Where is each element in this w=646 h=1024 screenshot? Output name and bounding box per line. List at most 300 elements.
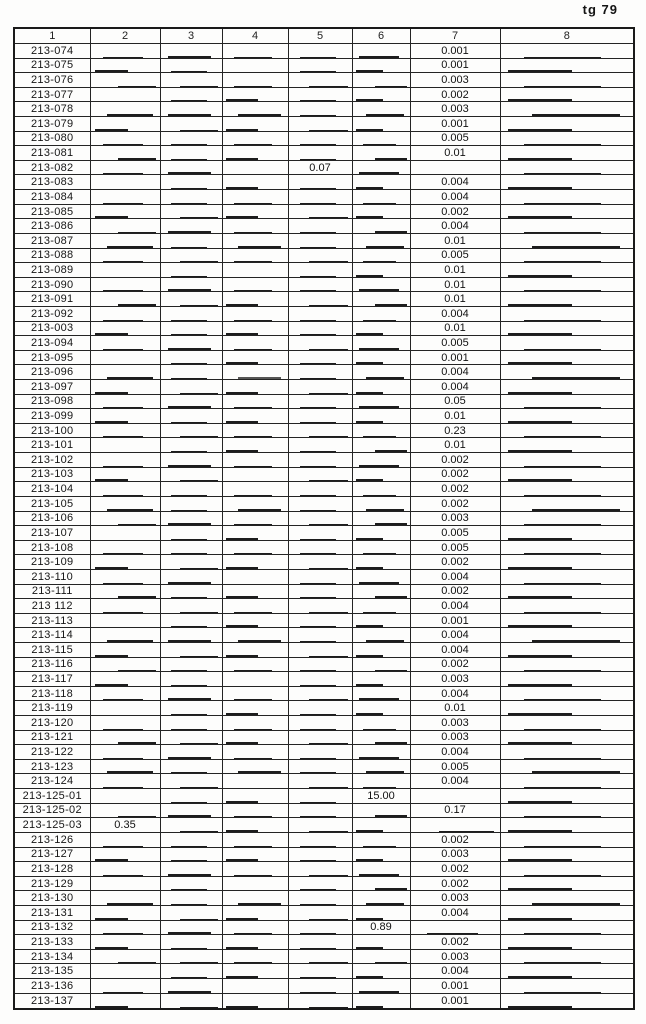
empty-cell <box>288 599 352 614</box>
empty-cell <box>352 350 410 365</box>
row-id-cell: 213-111 <box>14 584 90 599</box>
empty-cell <box>500 190 634 205</box>
empty-cell <box>160 672 222 687</box>
empty-cell <box>160 818 222 833</box>
value-cell: 0.004 <box>410 365 500 380</box>
empty-cell <box>222 818 288 833</box>
empty-cell <box>500 321 634 336</box>
table-row <box>14 759 634 774</box>
table-row <box>14 935 634 950</box>
empty-cell <box>90 789 160 804</box>
table-row <box>14 686 634 701</box>
empty-cell <box>288 380 352 395</box>
row-id-cell: 213-095 <box>14 350 90 365</box>
empty-cell <box>288 949 352 964</box>
empty-cell <box>160 716 222 731</box>
empty-cell <box>352 394 410 409</box>
empty-cell <box>160 306 222 321</box>
empty-cell <box>90 350 160 365</box>
empty-cell <box>90 117 160 132</box>
column-header: 2 <box>90 28 160 44</box>
empty-cell <box>222 73 288 88</box>
table-row <box>14 292 634 307</box>
empty-cell <box>288 832 352 847</box>
empty-cell <box>500 949 634 964</box>
empty-cell <box>500 175 634 190</box>
empty-cell <box>288 993 352 1009</box>
value-cell: 0.001 <box>410 993 500 1009</box>
empty-cell <box>500 73 634 88</box>
value-cell: 15.00 <box>352 789 410 804</box>
empty-cell <box>160 876 222 891</box>
empty-cell <box>90 190 160 205</box>
empty-cell <box>288 642 352 657</box>
value-cell: 0.001 <box>410 117 500 132</box>
empty-cell <box>500 292 634 307</box>
empty-cell <box>160 862 222 877</box>
empty-cell <box>160 365 222 380</box>
empty-cell <box>222 745 288 760</box>
empty-cell <box>90 555 160 570</box>
empty-cell <box>222 540 288 555</box>
empty-cell <box>222 263 288 278</box>
empty-cell <box>160 204 222 219</box>
row-id-cell: 213-079 <box>14 117 90 132</box>
empty-cell <box>222 233 288 248</box>
empty-cell <box>90 584 160 599</box>
empty-cell <box>222 979 288 994</box>
empty-cell <box>352 160 410 175</box>
empty-cell <box>222 160 288 175</box>
empty-cell <box>90 613 160 628</box>
empty-cell <box>90 453 160 468</box>
table-row <box>14 511 634 526</box>
empty-cell <box>352 803 410 818</box>
empty-cell <box>288 219 352 234</box>
table-row <box>14 555 634 570</box>
value-cell: 0.002 <box>410 453 500 468</box>
empty-cell <box>222 350 288 365</box>
value-cell: 0.01 <box>410 277 500 292</box>
value-cell: 0.004 <box>410 686 500 701</box>
empty-cell <box>500 818 634 833</box>
empty-cell <box>222 935 288 950</box>
table-row <box>14 394 634 409</box>
table-row <box>14 350 634 365</box>
empty-cell <box>160 832 222 847</box>
empty-cell <box>288 117 352 132</box>
row-id-cell: 213-131 <box>14 905 90 920</box>
empty-cell <box>160 394 222 409</box>
empty-cell <box>222 891 288 906</box>
row-id-cell: 213-092 <box>14 306 90 321</box>
table-row <box>14 233 634 248</box>
value-cell: 0.001 <box>410 44 500 59</box>
empty-cell <box>90 847 160 862</box>
empty-cell <box>160 117 222 132</box>
row-id-cell: 213-090 <box>14 277 90 292</box>
empty-cell <box>352 818 410 833</box>
empty-cell <box>288 979 352 994</box>
value-cell: 0.003 <box>410 949 500 964</box>
empty-cell <box>222 847 288 862</box>
empty-cell <box>500 233 634 248</box>
empty-cell <box>352 467 410 482</box>
empty-cell <box>222 526 288 541</box>
empty-cell <box>90 496 160 511</box>
empty-cell <box>90 935 160 950</box>
empty-cell <box>160 423 222 438</box>
table-row <box>14 248 634 263</box>
empty-cell <box>90 832 160 847</box>
empty-cell <box>500 686 634 701</box>
empty-cell <box>500 438 634 453</box>
empty-cell <box>352 891 410 906</box>
table-row <box>14 423 634 438</box>
empty-cell <box>352 599 410 614</box>
empty-cell <box>90 365 160 380</box>
empty-cell <box>288 555 352 570</box>
empty-cell <box>160 58 222 73</box>
value-cell: 0.005 <box>410 526 500 541</box>
empty-cell <box>352 862 410 877</box>
empty-cell <box>352 131 410 146</box>
empty-cell <box>222 496 288 511</box>
empty-cell <box>352 102 410 117</box>
empty-cell <box>352 58 410 73</box>
empty-cell <box>410 160 500 175</box>
empty-cell <box>500 862 634 877</box>
empty-cell <box>90 993 160 1009</box>
row-id-cell: 213-125-02 <box>14 803 90 818</box>
value-cell: 0.01 <box>410 321 500 336</box>
column-header: 8 <box>500 28 634 44</box>
empty-cell <box>160 292 222 307</box>
empty-cell <box>352 847 410 862</box>
table-row <box>14 642 634 657</box>
empty-cell <box>160 526 222 541</box>
empty-cell <box>222 219 288 234</box>
row-id-cell: 213-080 <box>14 131 90 146</box>
empty-cell <box>222 949 288 964</box>
empty-cell <box>90 44 160 59</box>
value-cell: 0.002 <box>410 584 500 599</box>
empty-cell <box>90 233 160 248</box>
row-id-cell: 213-110 <box>14 569 90 584</box>
empty-cell <box>160 482 222 497</box>
empty-cell <box>90 380 160 395</box>
empty-cell <box>500 905 634 920</box>
empty-cell <box>90 321 160 336</box>
empty-cell <box>288 672 352 687</box>
empty-cell <box>288 44 352 59</box>
empty-cell <box>352 277 410 292</box>
row-id-cell: 213-116 <box>14 657 90 672</box>
table-row <box>14 891 634 906</box>
row-id-cell: 213-077 <box>14 87 90 102</box>
empty-cell <box>222 248 288 263</box>
row-id-cell: 213-104 <box>14 482 90 497</box>
table-row <box>14 102 634 117</box>
empty-cell <box>160 453 222 468</box>
row-id-cell: 213-105 <box>14 496 90 511</box>
empty-cell <box>500 935 634 950</box>
empty-cell <box>90 175 160 190</box>
empty-cell <box>90 642 160 657</box>
value-cell: 0.002 <box>410 496 500 511</box>
row-id-cell: 213-094 <box>14 336 90 351</box>
empty-cell <box>352 716 410 731</box>
empty-cell <box>352 496 410 511</box>
value-cell: 0.002 <box>410 657 500 672</box>
empty-cell <box>288 935 352 950</box>
value-cell: 0.003 <box>410 511 500 526</box>
empty-cell <box>222 44 288 59</box>
empty-cell <box>288 818 352 833</box>
value-cell: 0.003 <box>410 102 500 117</box>
value-cell: 0.003 <box>410 672 500 687</box>
table-row <box>14 467 634 482</box>
table-row <box>14 716 634 731</box>
row-id-cell: 213-106 <box>14 511 90 526</box>
empty-cell <box>500 394 634 409</box>
empty-cell <box>160 350 222 365</box>
empty-cell <box>222 306 288 321</box>
empty-cell <box>90 701 160 716</box>
empty-cell <box>352 540 410 555</box>
empty-cell <box>352 876 410 891</box>
empty-cell <box>288 131 352 146</box>
empty-cell <box>160 730 222 745</box>
empty-cell <box>222 876 288 891</box>
value-cell: 0.005 <box>410 248 500 263</box>
empty-cell <box>160 409 222 424</box>
empty-cell <box>352 745 410 760</box>
empty-cell <box>90 438 160 453</box>
empty-cell <box>90 657 160 672</box>
empty-cell <box>160 233 222 248</box>
empty-cell <box>352 701 410 716</box>
empty-cell <box>500 423 634 438</box>
empty-cell <box>160 102 222 117</box>
empty-cell <box>352 87 410 102</box>
row-id-cell: 213-128 <box>14 862 90 877</box>
empty-cell <box>288 730 352 745</box>
empty-cell <box>352 905 410 920</box>
row-id-cell: 213-100 <box>14 423 90 438</box>
empty-cell <box>500 263 634 278</box>
empty-cell <box>160 745 222 760</box>
empty-cell <box>222 453 288 468</box>
empty-cell <box>500 920 634 935</box>
value-cell: 0.01 <box>410 146 500 161</box>
empty-cell <box>500 672 634 687</box>
empty-cell <box>352 964 410 979</box>
row-id-cell: 213-119 <box>14 701 90 716</box>
row-id-cell: 213-113 <box>14 613 90 628</box>
table-row <box>14 949 634 964</box>
value-cell: 0.004 <box>410 190 500 205</box>
empty-cell <box>352 584 410 599</box>
empty-cell <box>160 321 222 336</box>
row-id-cell: 213-137 <box>14 993 90 1009</box>
empty-cell <box>90 263 160 278</box>
empty-cell <box>352 248 410 263</box>
empty-cell <box>288 350 352 365</box>
empty-cell <box>288 277 352 292</box>
empty-cell <box>500 657 634 672</box>
empty-cell <box>222 292 288 307</box>
empty-cell <box>410 818 500 833</box>
table-row <box>14 175 634 190</box>
empty-cell <box>500 774 634 789</box>
empty-cell <box>90 599 160 614</box>
empty-cell <box>500 730 634 745</box>
row-id-cell: 213-135 <box>14 964 90 979</box>
empty-cell <box>222 599 288 614</box>
empty-cell <box>160 628 222 643</box>
empty-cell <box>288 803 352 818</box>
empty-cell <box>90 891 160 906</box>
table-row <box>14 979 634 994</box>
empty-cell <box>500 44 634 59</box>
empty-cell <box>288 233 352 248</box>
empty-cell <box>90 336 160 351</box>
empty-cell <box>352 657 410 672</box>
page-number-label: tg 79 <box>582 2 618 17</box>
value-cell: 0.35 <box>90 818 160 833</box>
table-row <box>14 526 634 541</box>
empty-cell <box>160 380 222 395</box>
table-row <box>14 44 634 59</box>
column-header: 5 <box>288 28 352 44</box>
column-header: 1 <box>14 28 90 44</box>
empty-cell <box>352 175 410 190</box>
empty-cell <box>288 511 352 526</box>
value-cell: 0.004 <box>410 219 500 234</box>
empty-cell <box>352 321 410 336</box>
empty-cell <box>500 350 634 365</box>
empty-cell <box>288 613 352 628</box>
empty-cell <box>352 453 410 468</box>
empty-cell <box>288 409 352 424</box>
empty-cell <box>160 979 222 994</box>
table-row <box>14 818 634 833</box>
empty-cell <box>222 657 288 672</box>
table-body <box>14 44 634 1010</box>
value-cell: 0.01 <box>410 438 500 453</box>
empty-cell <box>288 87 352 102</box>
empty-cell <box>288 905 352 920</box>
empty-cell <box>222 423 288 438</box>
empty-cell <box>222 759 288 774</box>
table-row <box>14 190 634 205</box>
empty-cell <box>222 613 288 628</box>
empty-cell <box>352 190 410 205</box>
empty-cell <box>500 204 634 219</box>
empty-cell <box>90 58 160 73</box>
empty-cell <box>222 672 288 687</box>
empty-cell <box>222 832 288 847</box>
empty-cell <box>90 511 160 526</box>
empty-cell <box>160 569 222 584</box>
value-cell: 0.001 <box>410 58 500 73</box>
table-row <box>14 409 634 424</box>
empty-cell <box>500 58 634 73</box>
table-row <box>14 920 634 935</box>
row-id-cell: 213-132 <box>14 920 90 935</box>
row-id-cell: 213-086 <box>14 219 90 234</box>
empty-cell <box>90 467 160 482</box>
empty-cell <box>352 686 410 701</box>
empty-cell <box>500 277 634 292</box>
empty-cell <box>500 745 634 760</box>
empty-cell <box>352 555 410 570</box>
empty-cell <box>288 175 352 190</box>
row-id-cell: 213-102 <box>14 453 90 468</box>
empty-cell <box>352 935 410 950</box>
row-id-cell: 213-089 <box>14 263 90 278</box>
value-cell: 0.004 <box>410 569 500 584</box>
empty-cell <box>222 131 288 146</box>
empty-cell <box>288 58 352 73</box>
empty-cell <box>160 905 222 920</box>
table-row <box>14 701 634 716</box>
empty-cell <box>90 409 160 424</box>
empty-cell <box>352 569 410 584</box>
empty-cell <box>500 847 634 862</box>
table-row <box>14 730 634 745</box>
empty-cell <box>500 102 634 117</box>
empty-cell <box>500 248 634 263</box>
table-row <box>14 569 634 584</box>
empty-cell <box>160 686 222 701</box>
empty-cell <box>222 365 288 380</box>
empty-cell <box>222 336 288 351</box>
empty-cell <box>500 146 634 161</box>
empty-cell <box>222 380 288 395</box>
empty-cell <box>222 482 288 497</box>
empty-cell <box>160 336 222 351</box>
value-cell: 0.004 <box>410 306 500 321</box>
empty-cell <box>222 789 288 804</box>
empty-cell <box>500 306 634 321</box>
empty-cell <box>288 438 352 453</box>
value-cell: 0.004 <box>410 964 500 979</box>
empty-cell <box>90 979 160 994</box>
empty-cell <box>352 526 410 541</box>
empty-cell <box>222 569 288 584</box>
table-row <box>14 146 634 161</box>
empty-cell <box>500 380 634 395</box>
empty-cell <box>288 774 352 789</box>
empty-cell <box>288 628 352 643</box>
empty-cell <box>222 467 288 482</box>
empty-cell <box>160 438 222 453</box>
row-id-cell: 213-124 <box>14 774 90 789</box>
empty-cell <box>500 569 634 584</box>
table-row <box>14 131 634 146</box>
empty-cell <box>500 526 634 541</box>
empty-cell <box>500 453 634 468</box>
empty-cell <box>288 526 352 541</box>
row-id-cell: 213-098 <box>14 394 90 409</box>
table-row <box>14 745 634 760</box>
row-id-cell: 213-087 <box>14 233 90 248</box>
empty-cell <box>160 949 222 964</box>
empty-cell <box>288 292 352 307</box>
empty-cell <box>288 146 352 161</box>
